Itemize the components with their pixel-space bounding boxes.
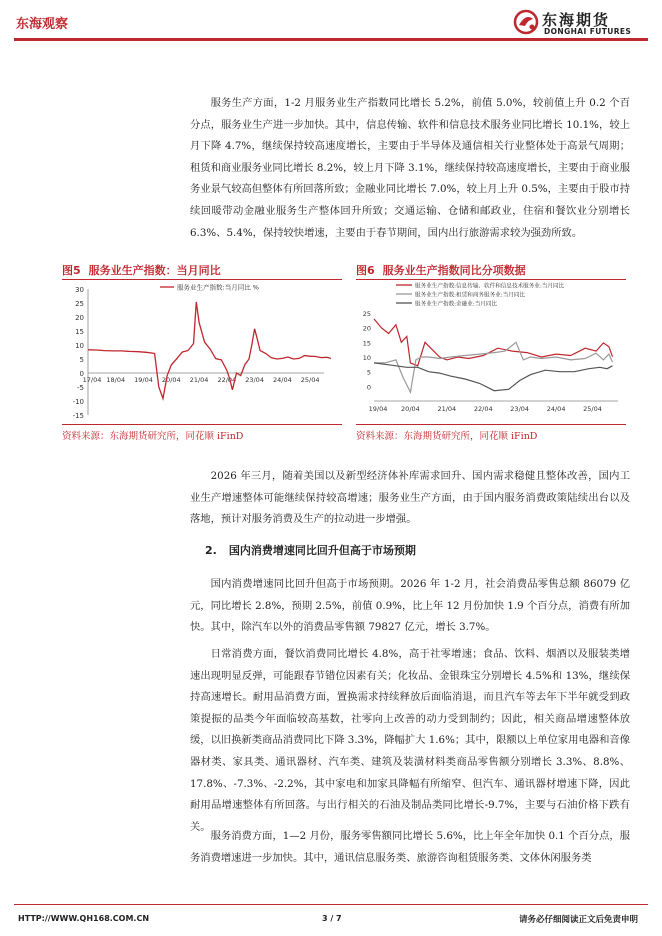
- x-tick-label: 21/04: [437, 405, 457, 413]
- legend-label: 服务业生产指数:租赁和商务服务业:当月同比: [415, 292, 526, 299]
- figure6-caption: [356, 262, 626, 280]
- x-tick-label: 17/04: [82, 376, 102, 384]
- x-tick-label: 22/04: [217, 376, 237, 384]
- y-tick-label: 15: [75, 328, 84, 336]
- y-tick-label: 10: [75, 342, 84, 350]
- paragraph-service-consumption: 服务消费方面，1—2 月份，服务零售额同比增长 5.6%，比上年全年加快 0.1 个百分点，服务消费增速进一步加快。其中，通讯信息服务类、旅游咨询租赁服务类、文体休闲服务类: [190, 830, 630, 864]
- x-tick-label: 19/04: [134, 376, 153, 384]
- y-tick-label: 10: [362, 354, 371, 362]
- paragraph-daily-consumption: 日常消费方面，餐饮消费同比增长 4.8%，高于社零增速；食品、饮料、烟酒以及服装类增速出现明显反弹，可能跟春节错位因素有关；化妆品、金银珠宝分别增长 4.5%和 13%，继续保持高速增长。耐用品消费方面，置换需求持续释放后面临消退，而且汽车等去年下半年就受到政策提振的品类今年面临较高基数，社零向上改善的动力受到制约；因此，相关商品增速整体放缓，以旧换新类商品消费同比下降 3.3%，降幅扩大 1.6%；其中，限额以上单位家用电器和音像器材类、家具类、通讯器材、汽车类、建筑及装潢材料类商品零售额分别增长 3.3%、8.8%、17.8%、-7.3%、-2.2%，其中家电和加家具降幅有所缩窄、但汽车、通讯器材增速下降，因此耐用品增速整体有所回落。与出行相关的石油及制品类同比增长-9.7%，主要与石油价格下跌有关。: [190, 648, 630, 833]
- figure6-chart: [356, 281, 626, 423]
- figure5-chart: [62, 281, 342, 423]
- x-tick-label: 21/04: [189, 376, 209, 384]
- footer-divider: [14, 904, 648, 905]
- y-tick-label: 30: [75, 286, 84, 294]
- x-tick-label: 19/04: [368, 405, 388, 413]
- y-tick-label: -15: [72, 412, 84, 420]
- x-tick-label: 25/04: [583, 405, 602, 413]
- series-line-3: [374, 363, 613, 391]
- footer-page-number: 3 / 7: [322, 914, 342, 923]
- y-tick-label: -5: [77, 384, 84, 392]
- donghai-logo-icon: [512, 8, 540, 36]
- paragraph-retail-sales: 国内消费增速同比回升但高于市场预期。2026 年 1-2 月，社会消费品零售总额 86079 亿元，同比增长 2.8%，预期 2.5%，前值 0.9%，比上年 12 月份加快 1.9 个百分点，消费有所加快。其中，除汽车以外的消费品零售额 79827 亿元，增长 3.7%。: [190, 578, 630, 634]
- y-tick-label: 20: [75, 314, 84, 322]
- legend-label: 服务业生产指数:信息传输、软件和信息技术服务业:当月同比: [415, 283, 565, 290]
- legend-label: 服务业生产指数:金融业:当月同比: [415, 301, 498, 308]
- header-divider: [14, 38, 648, 41]
- x-tick-label: 24/04: [272, 376, 292, 384]
- figure6-number: 图6: [356, 264, 375, 277]
- figure5-title: 服务业生产指数：当月同比: [88, 264, 221, 277]
- x-tick-label: 23/04: [510, 405, 530, 413]
- logo-text-en: DONGHAI FUTURES: [544, 27, 632, 36]
- figure5-number: 图5: [62, 264, 81, 277]
- x-tick-label: 20/04: [401, 405, 420, 413]
- legend-label: 服务业生产指数:当月同比 %: [177, 283, 259, 292]
- figure6-title: 服务业生产指数同比分项数据: [382, 264, 526, 277]
- y-tick-label: 20: [362, 324, 371, 333]
- series-line-service-index: [88, 302, 331, 399]
- y-tick-label: 0: [366, 383, 371, 392]
- figure5-source: 资料来源：东海期货研究所，同花顺 iFinD: [62, 424, 342, 440]
- y-tick-label: 5: [366, 368, 371, 377]
- logo-text-cn: 东海期货: [542, 11, 611, 29]
- x-tick-label: 24/04: [546, 405, 566, 413]
- paragraph-outlook: 2026 年三月，随着美国以及新型经济体补库需求回升、国内需求稳健且整体改善，国内工业生产增速整体可能继续保持较高增速；服务业生产方面，由于国内服务消费政策陆续出台以及落地，预计对服务消费及生产的拉动进一步增强。: [190, 470, 630, 526]
- section-number: 2.: [205, 544, 217, 557]
- section-title: 国内消费增速同比回升但高于市场预期: [228, 544, 416, 557]
- y-tick-label: 5: [79, 356, 84, 364]
- x-tick-label: 25/04: [300, 376, 320, 384]
- donghai-logo: [512, 8, 652, 38]
- x-tick-label: 20/04: [161, 376, 181, 384]
- header-title: 东海观察: [16, 17, 69, 32]
- figure6-source: 资料来源：东海期货研究所，同花顺 iFinD: [356, 424, 626, 440]
- section-heading: [205, 542, 416, 558]
- paragraph-service-production: 服务生产方面，1-2 月服务业生产指数同比增长 5.2%，前值 5.0%，较前值上升 0.2 个百分点，服务业生产进一步加快。其中，信息传输、软件和信息技术服务业同比增长 10.1%，较上月下降 4.7%，继续保持较高速度增长，主要由于半导体及通信相关行业整体处于高景气周期；租赁和商业服务业同比增长 8.2%，较上月下降 3.1%，继续保持较高速度增长，主要由于商业服务业景气较高但整体有所回落所致；金融业同比增长 7.0%，较上月上升 0.5%，主要由于股市持续回暖带动金融业服务生产整体回升所致；交通运输、仓储和邮政业，住宿和餐饮业分别增长 6.3%、5.4%，保持较快增速，主要由于春节期间，国内出行旅游需求较为强劲所致。: [190, 97, 630, 239]
- footer-url[interactable]: HTTP://WWW.QH168.COM.CN: [18, 914, 150, 923]
- y-tick-label: -10: [72, 398, 84, 406]
- y-tick-label: 0: [79, 370, 84, 378]
- y-tick-label: 15: [362, 339, 371, 348]
- x-tick-label: 23/04: [245, 376, 264, 384]
- footer-disclaimer: 请务必仔细阅读正文后免责申明: [518, 915, 638, 925]
- y-tick-label: 25: [75, 300, 84, 308]
- x-tick-label: 22/04: [473, 405, 493, 413]
- x-tick-label: 18/04: [106, 376, 126, 384]
- y-tick-label: 25: [362, 310, 371, 318]
- figure5-caption: [62, 262, 342, 280]
